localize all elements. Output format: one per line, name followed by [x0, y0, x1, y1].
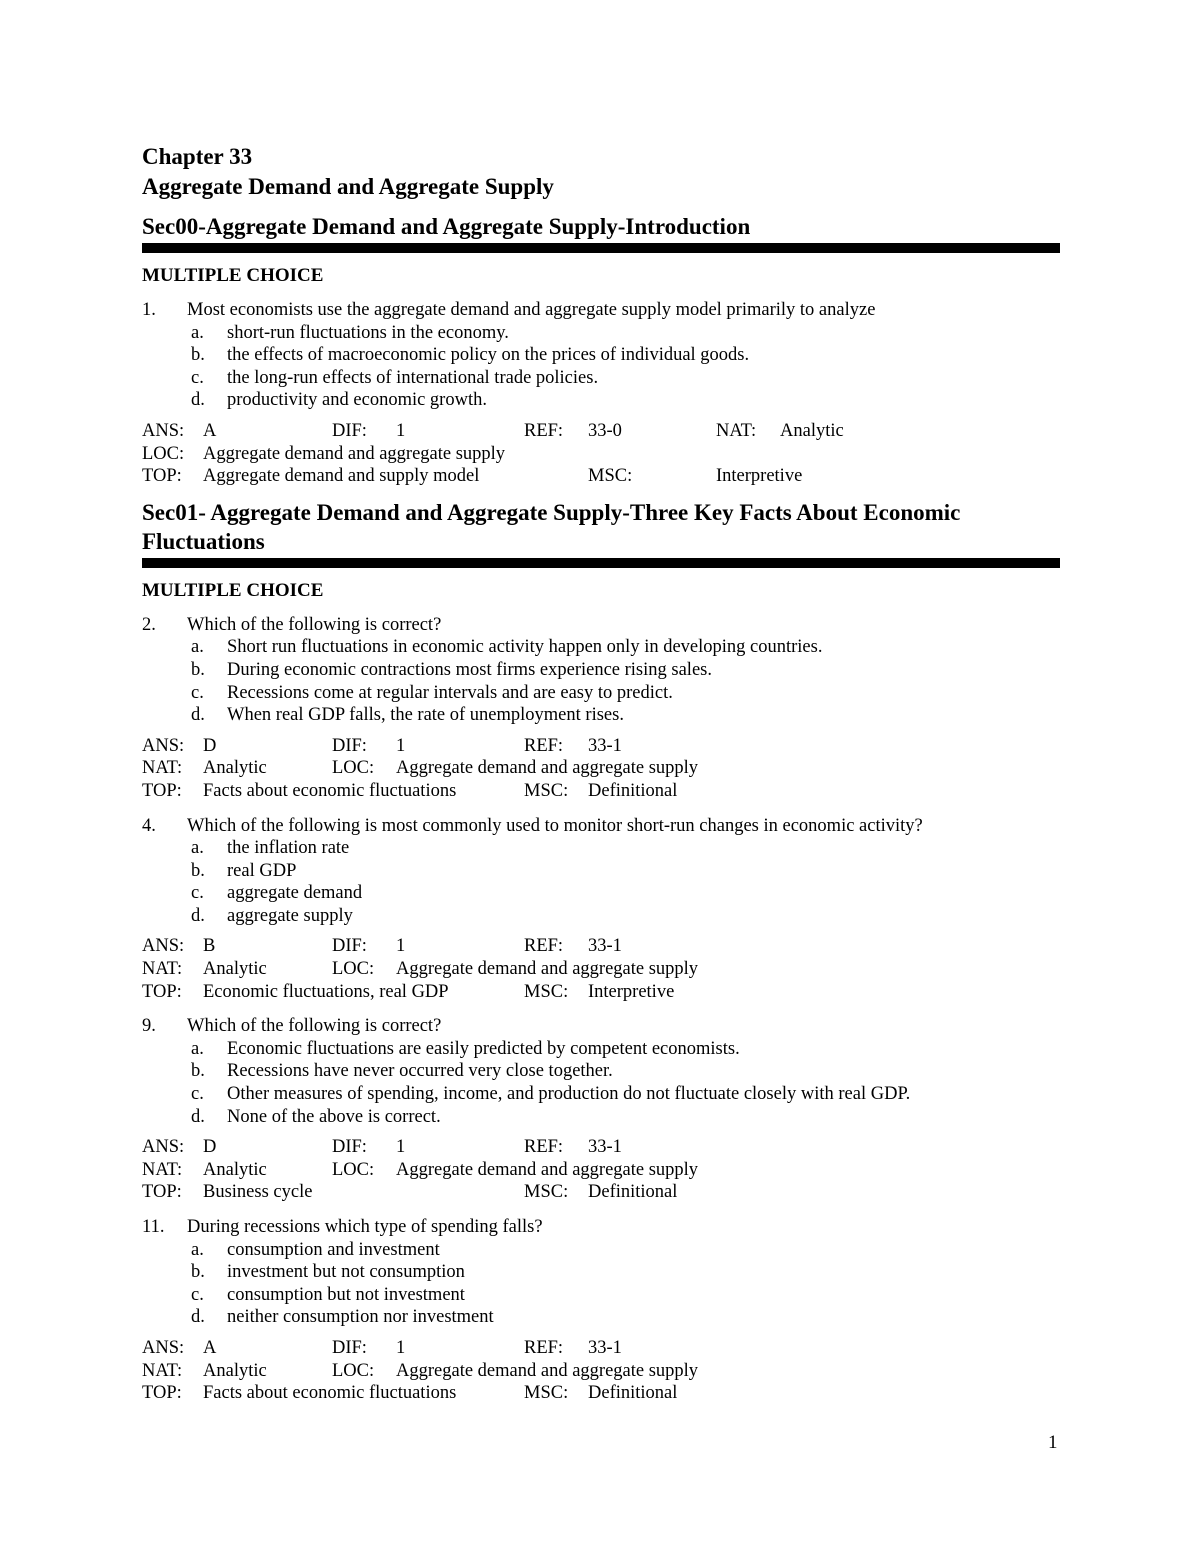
answer-metadata: ANS: D DIF: 1 REF: 33-1 NAT: Analytic LOC: Aggregate demand and aggregate supply TOP: Business cycle MSC: Definitional [142, 1137, 699, 1203]
option-c: c. consumption but not investment [191, 1284, 465, 1305]
option-a: a. Short run fluctuations in economic activity happen only in developing countries. [191, 637, 823, 658]
section-rule [142, 558, 1060, 568]
answer-value: D [203, 1137, 217, 1158]
option-c: c. the long-run effects of international trade policies. [191, 367, 599, 388]
section-title: Sec01- Aggregate Demand and Aggregate Supply-Three Key Facts About Economic Fluctuations [142, 499, 961, 554]
option-c: c. aggregate demand [191, 883, 363, 904]
answer-value: B [203, 936, 216, 957]
option-a: a. Economic fluctuations are easily predicted by competent economists. [191, 1038, 740, 1059]
document-page [142, 142, 1060, 1405]
chapter-number: Chapter 33 [142, 144, 253, 169]
question-number: 9. [142, 1016, 156, 1037]
section-title: Sec00-Aggregate Demand and Aggregate Supply-Introduction [142, 214, 751, 239]
answer-metadata: ANS: B DIF: 1 REF: 33-1 NAT: Analytic LOC: Aggregate demand and aggregate supply TOP: Economic fluctuations, real GDP MSC: Interpretive [142, 936, 699, 1002]
question-2 [142, 614, 1060, 727]
question-text: Which of the following is correct? [187, 614, 442, 635]
answer-value: A [203, 420, 217, 441]
answer-metadata: ANS: A DIF: 1 REF: 33-1 NAT: Analytic LOC: Aggregate demand and aggregate supply TOP: Facts about economic fluctuations MSC: Definitional [142, 1337, 699, 1404]
chapter-title: Aggregate Demand and Aggregate Supply [142, 174, 554, 199]
page-number: 1 [1048, 1432, 1058, 1453]
section-00 [142, 212, 1060, 488]
option-d: d. neither consumption nor investment [191, 1307, 494, 1328]
section-rule [142, 243, 1060, 253]
question-number: 2. [142, 614, 156, 635]
option-d: d. productivity and economic growth. [191, 390, 487, 411]
option-b: b. real GDP [191, 860, 297, 881]
option-a: a. short-run fluctuations in the economy. [191, 322, 509, 343]
question-text: Which of the following is most commonly used to monitor short-run changes in economic activity? [187, 815, 923, 836]
question-4 [142, 815, 1060, 928]
question-number: 11. [142, 1217, 165, 1237]
answer-value: A [203, 1337, 217, 1358]
option-d: d. aggregate supply [191, 905, 353, 926]
option-b: b. Recessions have never occurred very close together. [191, 1061, 613, 1082]
answer-metadata: ANS: D DIF: 1 REF: 33-1 NAT: Analytic LOC: Aggregate demand and aggregate supply TOP: Facts about economic fluctuations MSC: Definitional [142, 735, 699, 801]
option-b: b. During economic contractions most firms experience rising sales. [191, 659, 712, 680]
question-text: During recessions which type of spending falls? [187, 1217, 543, 1237]
question-number: 1. [142, 300, 156, 320]
option-a: a. consumption and investment [191, 1239, 440, 1260]
option-b: b. investment but not consumption [191, 1262, 465, 1283]
option-d: d. None of the above is correct. [191, 1106, 441, 1127]
question-text: Which of the following is correct? [187, 1016, 442, 1037]
question-text: Most economists use the aggregate demand and aggregate supply model primarily to analyze [187, 300, 876, 320]
option-a: a. the inflation rate [191, 838, 350, 859]
question-number: 4. [142, 815, 156, 836]
option-c: c. Other measures of spending, income, and production do not fluctuate closely with real GDP. [191, 1084, 911, 1105]
section-01 [142, 498, 1060, 1405]
multiple-choice-heading: MULTIPLE CHOICE [142, 265, 324, 286]
option-d: d. When real GDP falls, the rate of unemployment rises. [191, 705, 624, 726]
option-c: c. Recessions come at regular intervals and are easy to predict. [191, 682, 673, 703]
answer-metadata: ANS: A DIF: 1 REF: 33-0 NAT: Analytic LOC: Aggregate demand and aggregate supply TOP: Aggregate demand and supply model MSC: Interpretive [142, 420, 844, 487]
question-9 [142, 1015, 1060, 1128]
answer-value: D [203, 735, 217, 756]
multiple-choice-heading: MULTIPLE CHOICE [142, 579, 324, 601]
question-11 [142, 1216, 1060, 1329]
option-b: b. the effects of macroeconomic policy on the prices of individual goods. [191, 345, 750, 366]
question-1 [142, 299, 1060, 412]
